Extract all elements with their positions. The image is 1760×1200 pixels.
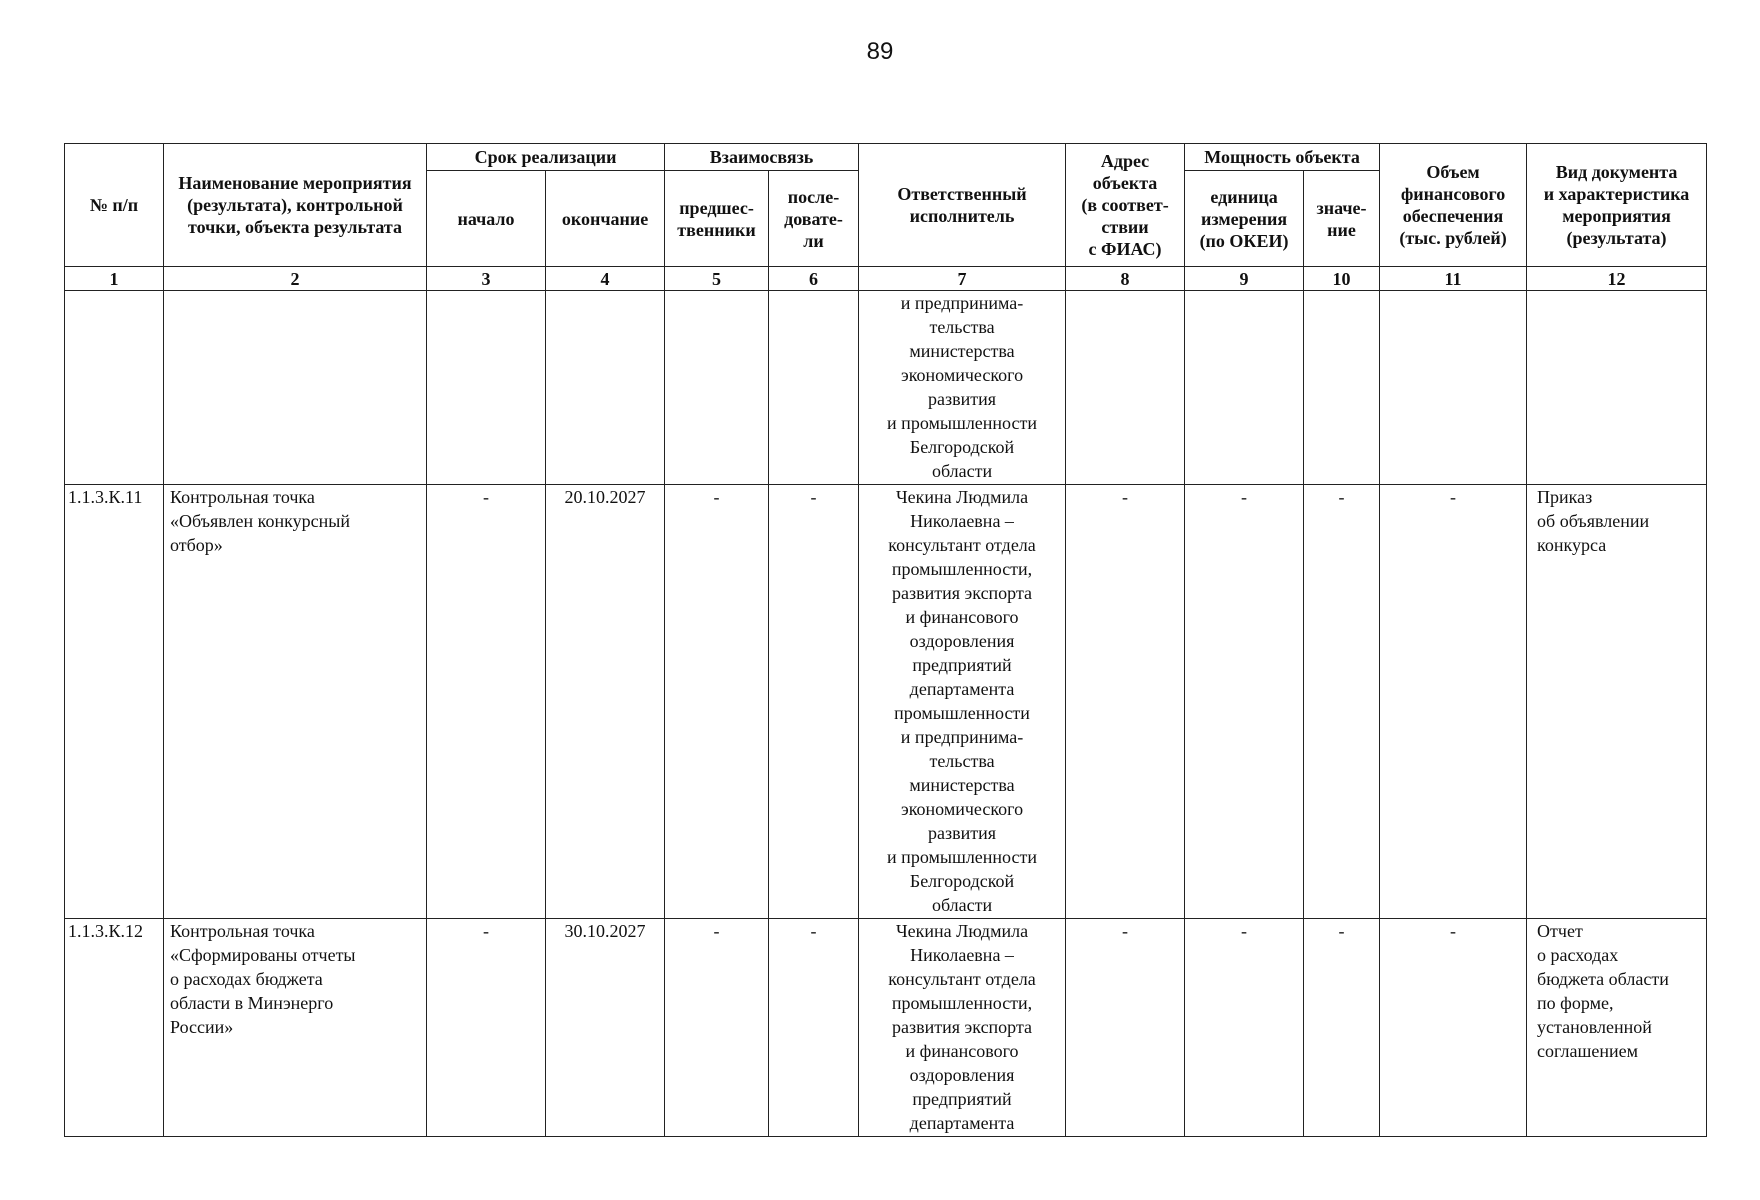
col-number: 7 — [859, 267, 1066, 291]
header-pred: предшес- твенники — [665, 171, 769, 267]
header-addr: Адрес объекта (в соответ- ствии с ФИАС) — [1066, 144, 1185, 267]
cell-pred: - — [665, 485, 769, 919]
col-number: 8 — [1066, 267, 1185, 291]
column-number-row — [65, 267, 1707, 291]
cell-name: Контрольная точка «Объявлен конкурсный отбор» — [164, 485, 427, 919]
cell-volume: - — [1380, 485, 1527, 919]
cell-start: - — [427, 919, 546, 1137]
cell-addr: - — [1066, 485, 1185, 919]
table-row — [65, 485, 1707, 919]
cell-unit: - — [1185, 485, 1304, 919]
cell-end: 20.10.2027 — [546, 485, 665, 919]
continued-row — [65, 291, 1707, 485]
header-unit: единица измерения (по ОКЕИ) — [1185, 171, 1304, 267]
cell-volume — [1380, 291, 1527, 485]
cell-resp: и предпринима- тельства министерства экономического развития и промышленности Белгородской области — [859, 291, 1066, 485]
cell-num: 1.1.3.К.11 — [65, 485, 164, 919]
cell-doc: Приказ об объявлении конкурса — [1527, 485, 1707, 919]
header-row-1 — [65, 144, 1707, 171]
page-number: 89 — [866, 38, 894, 65]
header-num: № п/п — [65, 144, 164, 267]
header-end: окончание — [546, 171, 665, 267]
cell-value: - — [1304, 919, 1380, 1137]
cell-end — [546, 291, 665, 485]
header-value: значе- ние — [1304, 171, 1380, 267]
cell-pred — [665, 291, 769, 485]
col-number: 2 — [164, 267, 427, 291]
cell-name — [164, 291, 427, 485]
cell-succ: - — [769, 919, 859, 1137]
cell-doc: Отчет о расходах бюджета области по форме, установленной соглашением — [1527, 919, 1707, 1137]
header-power: Мощность объекта — [1185, 144, 1380, 171]
cell-doc — [1527, 291, 1707, 485]
cell-name: Контрольная точка «Сформированы отчеты о расходах бюджета области в Минэнерго России» — [164, 919, 427, 1137]
col-number: 6 — [769, 267, 859, 291]
header-volume: Объем финансового обеспечения (тыс. рублей) — [1380, 144, 1527, 267]
cell-unit: - — [1185, 919, 1304, 1137]
cell-resp: Чекина Людмила Николаевна – консультант отдела промышленности, развития экспорта и финансового оздоровления предприятий департамента — [859, 919, 1066, 1137]
cell-addr — [1066, 291, 1185, 485]
col-number: 11 — [1380, 267, 1527, 291]
cell-succ: - — [769, 485, 859, 919]
cell-num — [65, 291, 164, 485]
cell-resp: Чекина Людмила Николаевна – консультант отдела промышленности, развития экспорта и финансового оздоровления предприятий департамента промышленности и предпринима- тельства министерства экономического развития и промышленности Белгородской области — [859, 485, 1066, 919]
header-succ: после- довате- ли — [769, 171, 859, 267]
col-number: 12 — [1527, 267, 1707, 291]
col-number: 9 — [1185, 267, 1304, 291]
cell-end: 30.10.2027 — [546, 919, 665, 1137]
cell-value: - — [1304, 485, 1380, 919]
cell-unit — [1185, 291, 1304, 485]
col-number: 3 — [427, 267, 546, 291]
cell-pred: - — [665, 919, 769, 1137]
cell-value — [1304, 291, 1380, 485]
col-number: 10 — [1304, 267, 1380, 291]
table-row — [65, 919, 1707, 1137]
header-name: Наименование мероприятия (результата), контрольной точки, объекта результата — [164, 144, 427, 267]
col-number: 4 — [546, 267, 665, 291]
plan-table — [64, 143, 1707, 1137]
cell-num: 1.1.3.К.12 — [65, 919, 164, 1137]
cell-start — [427, 291, 546, 485]
header-term: Срок реализации — [427, 144, 665, 171]
cell-addr: - — [1066, 919, 1185, 1137]
header-doc: Вид документа и характеристика мероприятия (результата) — [1527, 144, 1707, 267]
cell-volume: - — [1380, 919, 1527, 1137]
cell-start: - — [427, 485, 546, 919]
header-start: начало — [427, 171, 546, 267]
header-link: Взаимосвязь — [665, 144, 859, 171]
col-number: 5 — [665, 267, 769, 291]
cell-succ — [769, 291, 859, 485]
header-resp: Ответственный исполнитель — [859, 144, 1066, 267]
col-number: 1 — [65, 267, 164, 291]
